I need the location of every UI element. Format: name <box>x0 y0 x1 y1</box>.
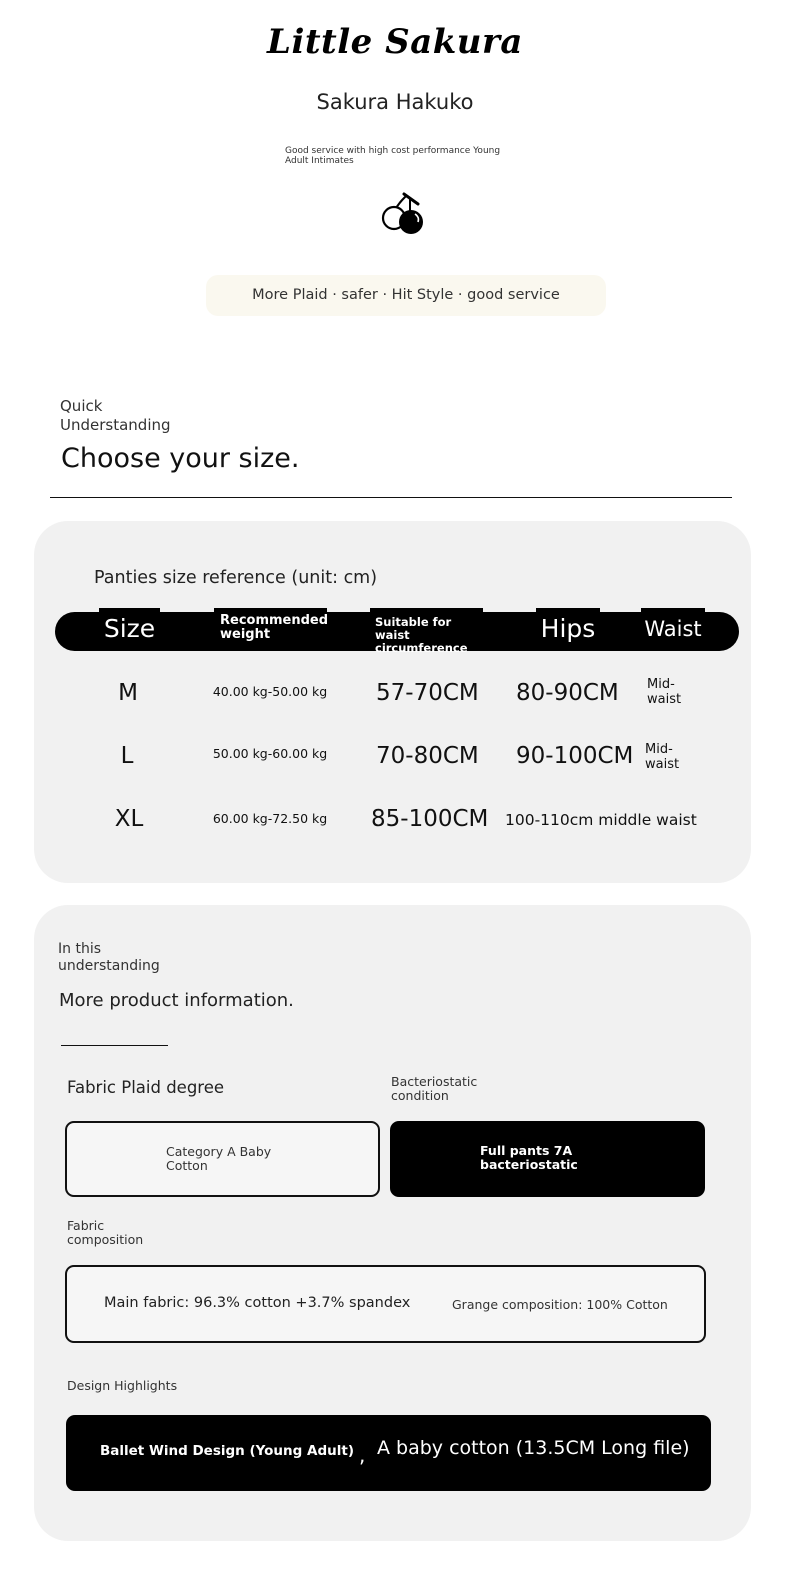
cherry-icon <box>380 190 428 238</box>
size-section-kicker: Quick Understanding <box>60 397 171 434</box>
row-l-hips: 90-100CM <box>516 743 634 769</box>
row-l-waist: Mid-waist <box>645 742 680 772</box>
header-weight: Recommended weight <box>214 608 327 648</box>
row-xl-waist-circ: 85-100CM <box>371 806 489 832</box>
header-waist-circumference: Suitable for waist circumference <box>370 608 483 648</box>
row-m-waist-circ: 57-70CM <box>376 680 479 706</box>
header-hips: Hips <box>536 608 600 648</box>
product-info-kicker: In this understanding <box>58 941 160 974</box>
size-section-title: Choose your size. <box>61 443 300 474</box>
row-xl-size: XL <box>114 806 144 832</box>
fabric-grade-value: Category A Baby Cotton <box>166 1144 272 1173</box>
main-fabric-text: Main fabric: 96.3% cotton +3.7% spandex <box>104 1295 411 1311</box>
brand-subtitle: Sakura Hakuko <box>316 90 474 114</box>
divider-short <box>61 1045 168 1046</box>
brand-tagline: Good service with high cost performance Young Adult Intimates <box>285 146 501 166</box>
row-l-size: L <box>120 743 134 769</box>
bacteriostatic-label: Bacteriostatic condition <box>391 1074 478 1103</box>
row-m-waist: Mid-waist <box>647 677 682 707</box>
divider <box>50 497 732 498</box>
row-m-size: M <box>118 680 138 706</box>
grange-composition-text: Grange composition: 100% Cotton <box>452 1297 668 1312</box>
product-info-title: More product information. <box>59 990 294 1011</box>
fabric-composition-label: Fabric composition <box>67 1218 144 1247</box>
row-m-hips: 80-90CM <box>516 680 619 706</box>
design-highlights-label: Design Highlights <box>67 1378 178 1393</box>
fabric-plaid-label: Fabric Plaid degree <box>67 1078 225 1097</box>
design-left-text: Ballet Wind Design (Young Adult) <box>100 1443 354 1459</box>
fabric-grade-box <box>65 1121 380 1197</box>
design-right-text: A baby cotton (13.5CM Long file) <box>377 1437 690 1459</box>
row-m-weight: 40.00 kg-50.00 kg <box>212 684 328 699</box>
row-xl-weight: 60.00 kg-72.50 kg <box>212 811 328 826</box>
bacteriostatic-value: Full pants 7A bacteriostatic <box>480 1143 578 1172</box>
design-separator: , <box>359 1443 366 1467</box>
row-xl-hips-waist: 100-110cm middle waist <box>505 811 697 829</box>
composition-box <box>65 1265 706 1343</box>
row-l-waist-circ: 70-80CM <box>376 743 479 769</box>
design-highlights-box <box>66 1415 711 1491</box>
brand-logo: Little Sakura <box>267 22 523 62</box>
header-waist: Waist <box>641 608 705 648</box>
bacteriostatic-box <box>390 1121 705 1197</box>
header-size: Size <box>99 608 160 648</box>
row-l-weight: 50.00 kg-60.00 kg <box>212 746 328 761</box>
highlights-pill: More Plaid · safer · Hit Style · good service <box>206 275 606 316</box>
size-table-title: Panties size reference (unit: cm) <box>94 568 378 588</box>
